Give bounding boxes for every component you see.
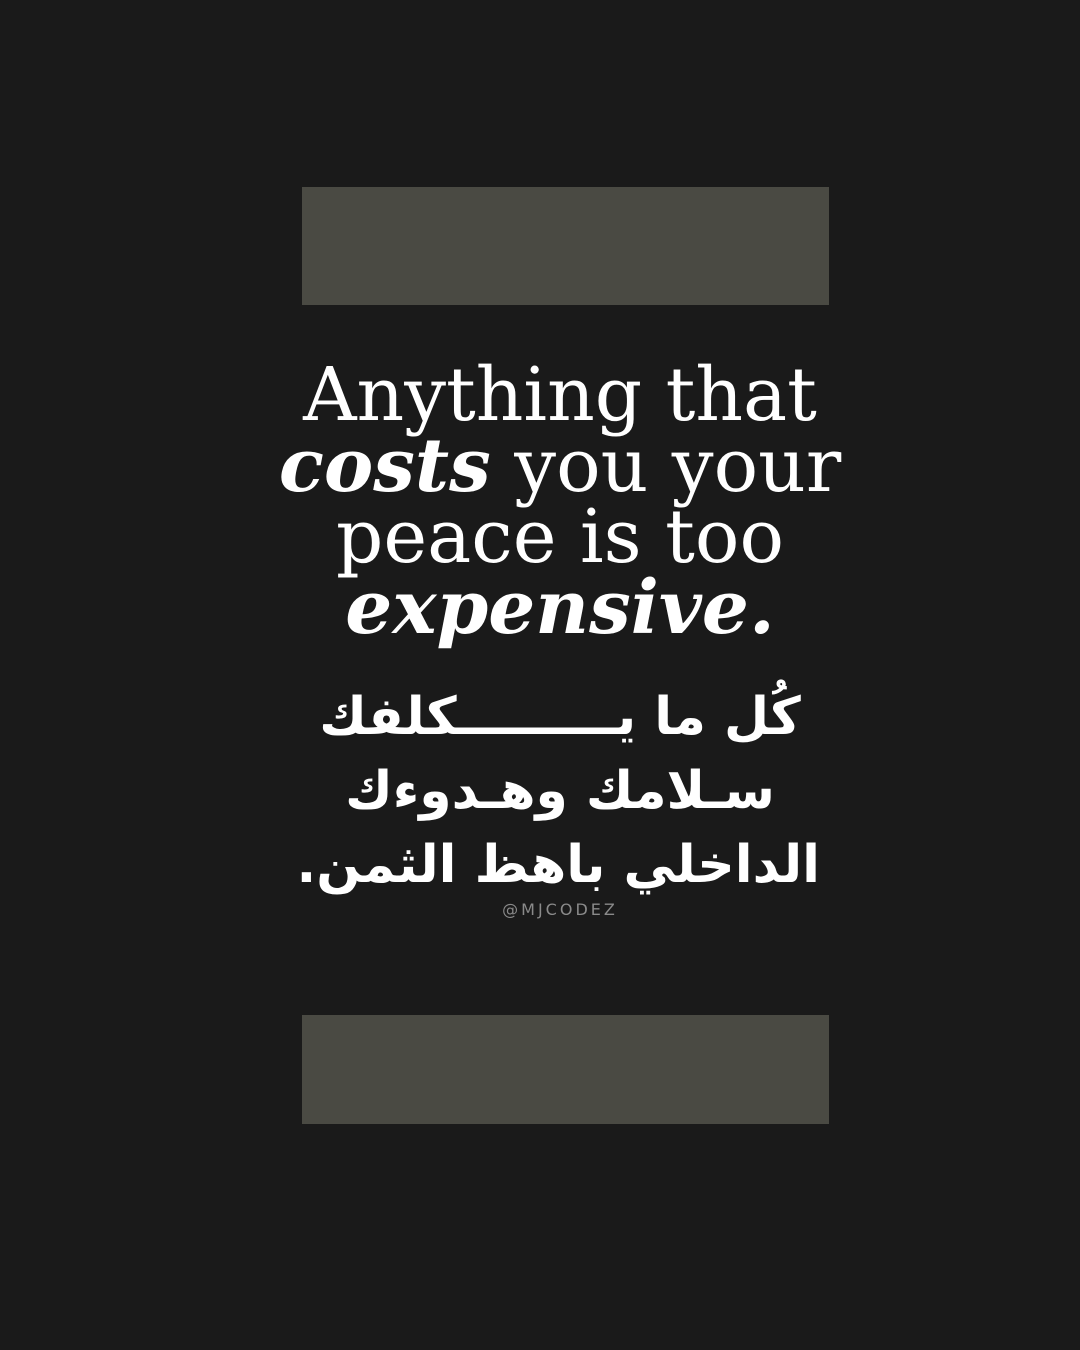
- arabic-quote: [296, 680, 820, 902]
- quote-line-1: Anything that: [303, 352, 817, 438]
- quote-line-3: peace is too: [335, 494, 785, 580]
- top-decorative-band: [302, 187, 829, 305]
- arabic-line-2: سـلامك وهـدوءك: [345, 761, 775, 821]
- quote-line-2-rest: you your: [490, 423, 842, 509]
- arabic-line-3: الداخلي باهظ الثمن.: [296, 835, 820, 895]
- author-handle: @MJCODEZ: [502, 900, 618, 919]
- english-quote: [240, 352, 880, 651]
- quote-line-2: [240, 423, 880, 509]
- quote-emphasis-expensive: expensive.: [345, 565, 775, 651]
- bottom-decorative-band: [302, 1015, 829, 1124]
- arabic-line-1: كُل ما يـــــــــكلفك: [319, 687, 801, 747]
- quote-emphasis-costs: costs: [278, 423, 491, 509]
